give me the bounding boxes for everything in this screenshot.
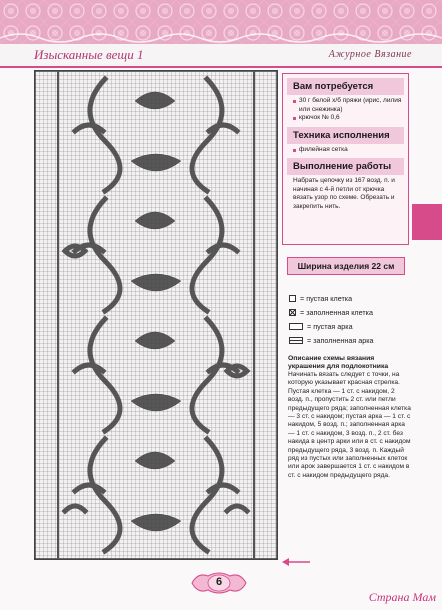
magazine-title: Изысканные вещи 1: [34, 47, 144, 62]
legend-row-empty-arch: [289, 319, 429, 333]
filet-crochet-chart: [34, 70, 278, 560]
empty-cell-icon: [289, 295, 296, 302]
materials-item: 30 г белой х/б пряжи (ирис, лилия или снежинка): [293, 97, 402, 114]
technique-item: филейная сетка: [293, 146, 402, 155]
description-title: Описание схемы вязания украшения для подлокотника: [288, 355, 389, 370]
filled-arch-icon: [289, 337, 303, 344]
work-text: Набрать цепочку из 167 возд. п. и начиная с 4-й петли от крючка вязать узор по схеме. Обрезать и закрепить нить.: [293, 177, 395, 210]
section-title: Ажурное Вязание: [328, 49, 412, 60]
legend-label: = пустая арка: [307, 321, 353, 331]
chart-grid-image: [35, 71, 277, 559]
lace-pattern-image: [0, 0, 442, 44]
work-heading: Выполнение работы: [287, 158, 404, 175]
site-watermark: Страна Мам: [368, 590, 436, 604]
lace-top-band: [0, 0, 442, 44]
chart-legend: [289, 291, 429, 347]
scheme-description: [288, 355, 412, 480]
legend-row-filled-arch: [289, 333, 429, 347]
materials-heading: Вам потребуется: [287, 78, 404, 95]
legend-row-empty-cell: [289, 291, 429, 305]
filled-cell-icon: [289, 309, 296, 316]
page-edge-tab: [412, 204, 442, 240]
legend-label: = заполненная арка: [307, 335, 374, 345]
legend-row-filled-cell: [289, 305, 429, 319]
materials-list: [283, 97, 408, 123]
legend-label: = пустая клетка: [300, 293, 353, 303]
start-arrow-icon: [280, 557, 310, 567]
technique-heading: Техника исполнения: [287, 127, 404, 144]
materials-item: крючок № 0,6: [293, 114, 402, 123]
description-text: Начинать вязать следует с точки, на которую указывает красная стрелка. Пустая клетка — 1 ст. с накидом, 2 возд. п., пропустить 2 ст. или петли предыдущего ряда; заполненная клетка — 3 ст. с накидом; пустая арка — 1 ст. с накидом, 5 возд. п.; заполненная арка — 1 ст. с накидом, 3 возд. п., 2 ст. без накида в центр арки или в ст. с накидом предыдущего ряда, 3 возд. п. Каждый ряд из пустых или заполненных клеток или арок завершается 1 ст. с накидом в ст. с накидом предыдущего ряда.: [288, 371, 411, 479]
page-header: [0, 44, 442, 68]
technique-list: [283, 146, 408, 155]
page-number: 6: [215, 576, 223, 588]
page-number-badge: [188, 568, 250, 598]
materials-panel: [282, 73, 409, 245]
width-label: Ширина изделия 22 см: [287, 257, 405, 275]
empty-arch-icon: [289, 323, 303, 330]
legend-label: = заполненная клетка: [300, 307, 373, 317]
